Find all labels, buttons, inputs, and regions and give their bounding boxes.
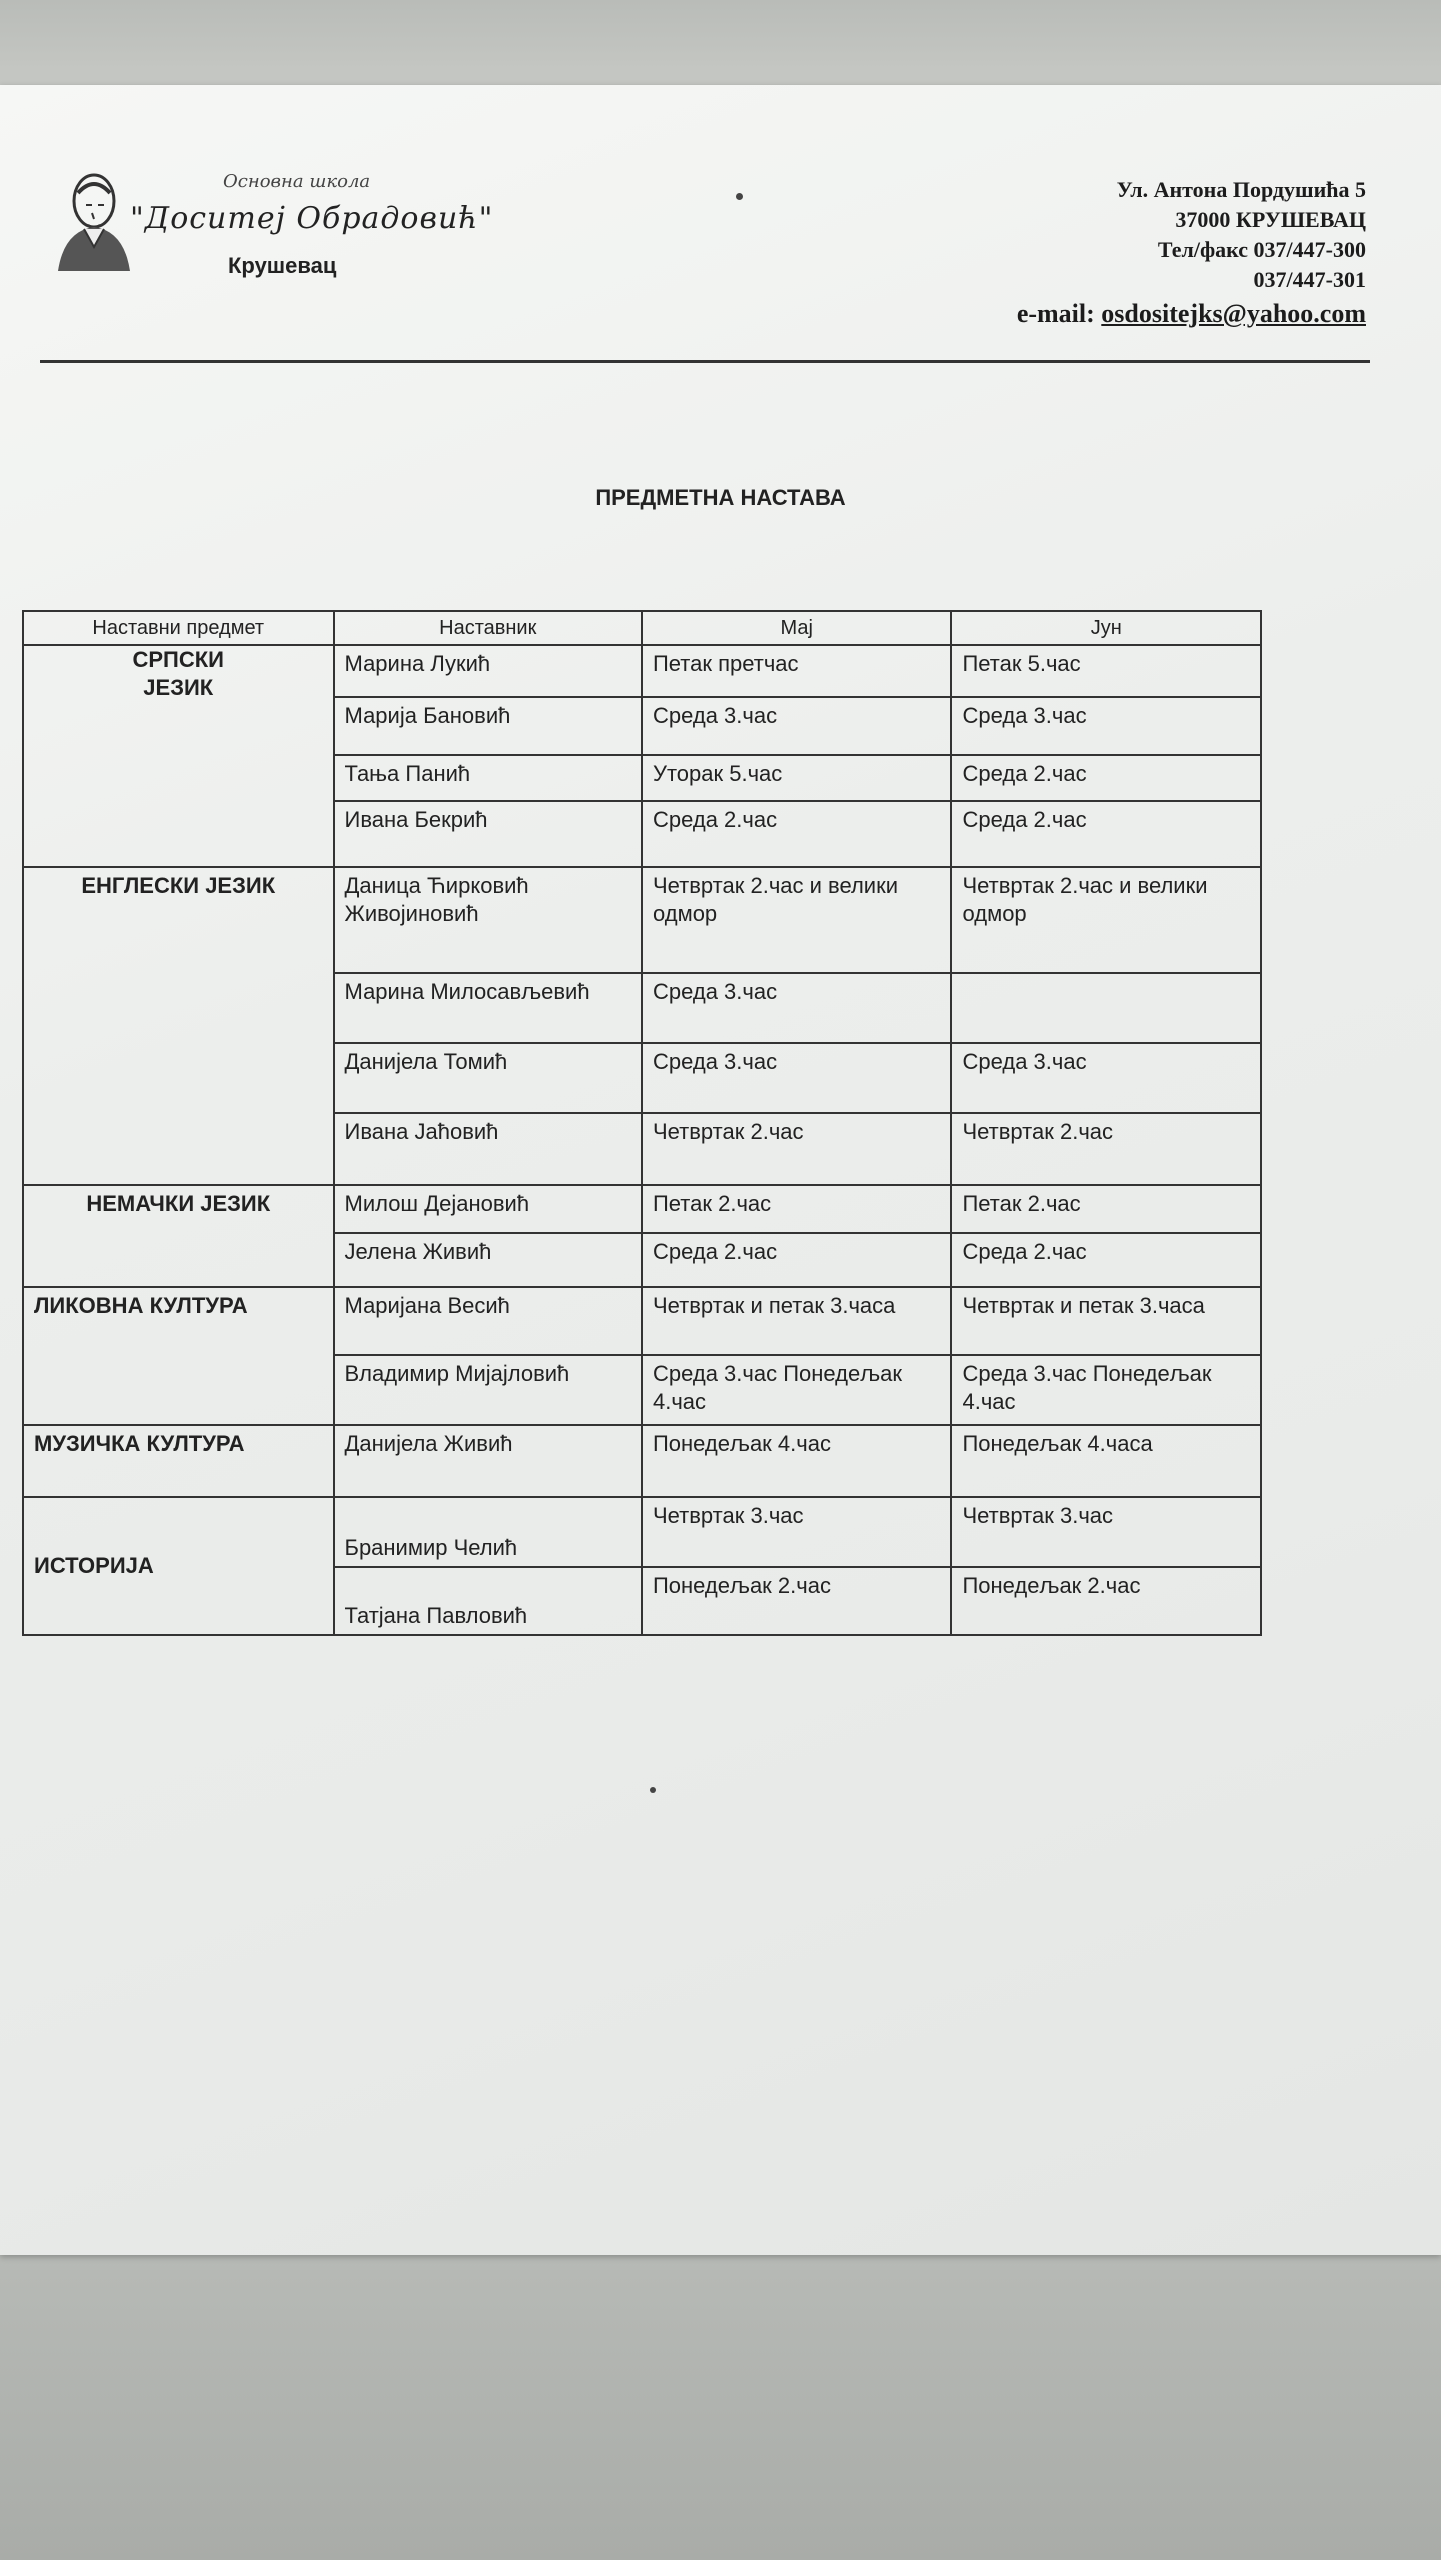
school-logo xyxy=(48,163,508,293)
may-cell: Четвртак 2.час и велики одмор xyxy=(642,867,952,973)
table-row xyxy=(23,1287,1261,1355)
june-cell: Понедељак 4.часа xyxy=(951,1425,1261,1497)
may-cell: Четвртак и петак 3.часа xyxy=(642,1287,952,1355)
teacher-cell: Бранимир Челић xyxy=(334,1497,642,1567)
table-row xyxy=(23,867,1261,973)
teacher-cell: Ивана Јаћовић xyxy=(334,1113,642,1185)
june-cell: Среда 3.час Понедељак 4.час xyxy=(951,1355,1261,1425)
phone-fax: Тел/факс 037/447-300 xyxy=(1157,237,1366,262)
teacher-cell: Маријана Весић xyxy=(334,1287,642,1355)
subject-english: ЕНГЛЕСКИ ЈЕЗИК xyxy=(23,867,334,1185)
email-link[interactable]: osdositejks@yahoo.com xyxy=(1101,299,1366,328)
may-cell: Понедељак 4.час xyxy=(642,1425,952,1497)
table-row xyxy=(23,645,1261,697)
subject-music: МУЗИЧКА КУЛТУРА xyxy=(23,1425,334,1497)
subject-german: НЕМАЧКИ ЈЕЗИК xyxy=(23,1185,334,1287)
may-cell: Среда 2.час xyxy=(642,801,952,867)
table-row xyxy=(23,1185,1261,1233)
subject-art: ЛИКОВНА КУЛТУРА xyxy=(23,1287,334,1425)
may-cell: Среда 3.час xyxy=(642,973,952,1043)
teacher-cell: Ивана Бекрић xyxy=(334,801,642,867)
june-cell: Среда 3.час xyxy=(951,697,1261,755)
table-row xyxy=(23,1497,1261,1567)
june-cell xyxy=(951,973,1261,1043)
may-cell: Среда 3.час xyxy=(642,697,952,755)
june-cell: Четвртак и петак 3.часа xyxy=(951,1287,1261,1355)
teacher-cell: Тања Панић xyxy=(334,755,642,801)
may-cell: Среда 2.час xyxy=(642,1233,952,1287)
header-teacher: Наставник xyxy=(334,611,642,645)
teacher-cell: Јелена Живић xyxy=(334,1233,642,1287)
address-street: Ул. Антона Пордушића 5 xyxy=(1116,177,1366,202)
teacher-cell: Милош Дејановић xyxy=(334,1185,642,1233)
paper-spot xyxy=(650,1787,656,1793)
may-cell: Четвртак 2.час xyxy=(642,1113,952,1185)
header-subject: Наставни предмет xyxy=(23,611,334,645)
may-cell: Понедељак 2.час xyxy=(642,1567,952,1635)
may-cell: Среда 3.час xyxy=(642,1043,952,1113)
june-cell: Петак 5.час xyxy=(951,645,1261,697)
june-cell: Понедељак 2.час xyxy=(951,1567,1261,1635)
email-label: e-mail: xyxy=(1016,299,1095,328)
address-city: 37000 КРУШЕВАЦ xyxy=(1175,207,1366,232)
school-type: Основна школа xyxy=(223,171,371,192)
header-june: Јун xyxy=(951,611,1261,645)
june-cell: Среда 2.час xyxy=(951,1233,1261,1287)
school-name: "Доситеј Обрадовић" xyxy=(130,201,494,236)
teacher-cell: Марина Лукић xyxy=(334,645,642,697)
teacher-cell: Татјана Павловић xyxy=(334,1567,642,1635)
teacher-cell: Марина Милосављевић xyxy=(334,973,642,1043)
june-cell: Четвртак 2.час xyxy=(951,1113,1261,1185)
june-cell: Среда 2.час xyxy=(951,801,1261,867)
june-cell: Четвртак 2.час и велики одмор xyxy=(951,867,1261,973)
may-cell: Петак 2.час xyxy=(642,1185,952,1233)
teacher-cell: Владимир Мијајловић xyxy=(334,1355,642,1425)
may-cell: Петак претчас xyxy=(642,645,952,697)
document-page xyxy=(0,85,1441,2255)
subject-history: ИСТОРИЈА xyxy=(23,1497,334,1635)
may-cell: Среда 3.час Понедељак 4.час xyxy=(642,1355,952,1425)
teacher-cell: Даница Ћирковић Живојиновић xyxy=(334,867,642,973)
table-row xyxy=(23,1425,1261,1497)
teacher-cell: Данијела Живић xyxy=(334,1425,642,1497)
june-cell: Четвртак 3.час xyxy=(951,1497,1261,1567)
june-cell: Петак 2.час xyxy=(951,1185,1261,1233)
schedule-table xyxy=(22,610,1262,1636)
table-header-row xyxy=(23,611,1261,645)
teacher-cell: Марија Бановић xyxy=(334,697,642,755)
email-line xyxy=(1017,295,1366,333)
portrait-icon xyxy=(48,163,140,273)
school-city: Крушевац xyxy=(228,253,337,278)
june-cell: Среда 3.час xyxy=(951,1043,1261,1113)
page-title: ПРЕДМЕТНА НАСТАВА xyxy=(595,485,846,510)
teacher-cell: Данијела Томић xyxy=(334,1043,642,1113)
paper-spot xyxy=(736,193,743,200)
header-divider xyxy=(40,360,1370,363)
may-cell: Уторак 5.час xyxy=(642,755,952,801)
header-may: Мај xyxy=(642,611,952,645)
may-cell: Четвртак 3.час xyxy=(642,1497,952,1567)
phone-second: 037/447-301 xyxy=(1253,267,1366,292)
address-block xyxy=(1017,175,1366,333)
june-cell: Среда 2.час xyxy=(951,755,1261,801)
subject-serbian: СРПСКИ ЈЕЗИК xyxy=(23,645,334,867)
